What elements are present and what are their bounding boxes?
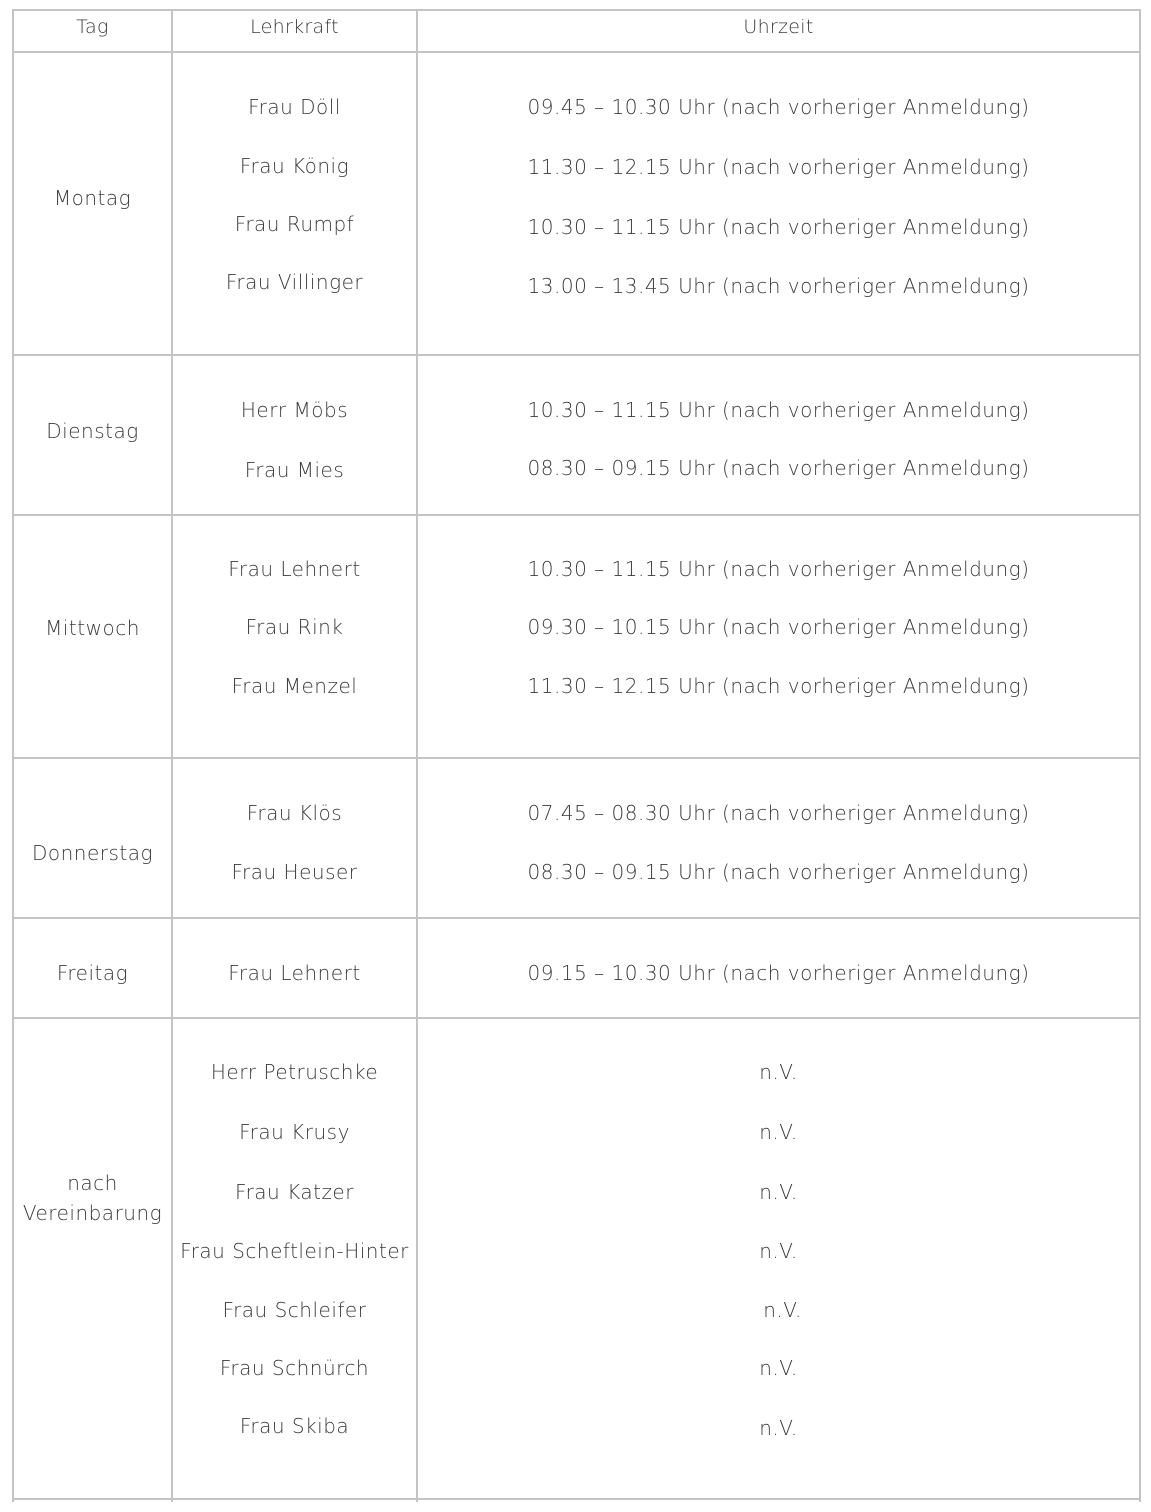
time-cell: 08.30 – 09.15 Uhr (nach vorheriger Anmeldung) [527,456,1030,480]
time-cell: 13.00 – 13.45 Uhr (nach vorheriger Anmeldung) [527,274,1030,298]
row-divider [12,757,1141,759]
time-cell: 09.45 – 10.30 Uhr (nach vorheriger Anmeldung) [527,95,1030,119]
row-divider [12,917,1141,919]
row-divider [12,1017,1141,1019]
time-cell: n.V. [763,1298,802,1322]
teacher-cell: Frau Schnürch [219,1356,370,1380]
time-cell: 11.30 – 12.15 Uhr (nach vorheriger Anmeldung) [527,674,1030,698]
teacher-cell: Frau Schleifer [222,1298,367,1322]
teacher-cell: Frau Döll [248,95,341,119]
header-day: Tag [76,16,109,38]
teacher-cell: Herr Möbs [240,398,349,422]
teacher-cell: Herr Petruschke [210,1060,379,1084]
table-border-right [1139,9,1141,1502]
header-teacher: Lehrkraft [250,16,339,38]
teacher-cell: Frau Katzer [235,1180,354,1204]
teacher-cell: Frau Lehnert [228,961,361,985]
day-cell-donnerstag: Donnerstag [31,841,154,865]
time-cell: 09.15 – 10.30 Uhr (nach vorheriger Anmeldung) [527,961,1030,985]
teacher-cell: Frau Krusy [239,1120,350,1144]
teacher-cell: Frau Mies [244,458,345,482]
day-cell-montag: Montag [53,186,132,210]
time-cell: n.V. [759,1416,798,1440]
time-cell: n.V. [759,1239,798,1263]
time-cell: n.V. [759,1180,798,1204]
teacher-cell: Frau Menzel [231,674,358,698]
teacher-cell: Frau Lehnert [228,557,361,581]
teacher-cell: Frau Rumpf [234,212,355,236]
teacher-cell: Frau Klös [246,801,343,825]
time-cell: n.V. [759,1060,798,1084]
teacher-cell: Frau König [239,154,350,178]
time-cell: 11.30 – 12.15 Uhr (nach vorheriger Anmeldung) [527,155,1030,179]
day-cell-mittwoch: Mittwoch [45,615,140,640]
time-cell: n.V. [759,1120,798,1144]
day-cell-dienstag: Dienstag [46,419,139,443]
time-cell: 10.30 – 11.15 Uhr (nach vorheriger Anmeldung) [527,398,1030,422]
teacher-cell: Frau Villinger [225,270,364,294]
row-divider [12,514,1141,516]
table-border-bottom [12,1498,1141,1500]
teacher-cell: Frau Rink [245,615,344,639]
teacher-cell: Frau Heuser [231,860,358,884]
day-cell-nach-vereinbarung: nach Vereinbarung [22,1171,163,1225]
time-cell: 08.30 – 09.15 Uhr (nach vorheriger Anmeldung) [527,860,1030,884]
teacher-cell: Frau Scheftlein-Hinter [180,1239,409,1263]
time-cell: 07.45 – 08.30 Uhr (nach vorheriger Anmeldung) [527,801,1030,825]
header-divider [12,51,1141,53]
day-cell-freitag: Freitag [56,961,129,985]
time-cell: 10.30 – 11.15 Uhr (nach vorheriger Anmeldung) [527,215,1030,239]
time-cell: 10.30 – 11.15 Uhr (nach vorheriger Anmeldung) [527,557,1030,581]
row-divider [12,354,1141,356]
time-cell: 09.30 – 10.15 Uhr (nach vorheriger Anmeldung) [527,615,1030,639]
teacher-cell: Frau Skiba [239,1414,350,1438]
time-cell: n.V. [759,1356,798,1380]
header-time: Uhrzeit [743,16,814,38]
